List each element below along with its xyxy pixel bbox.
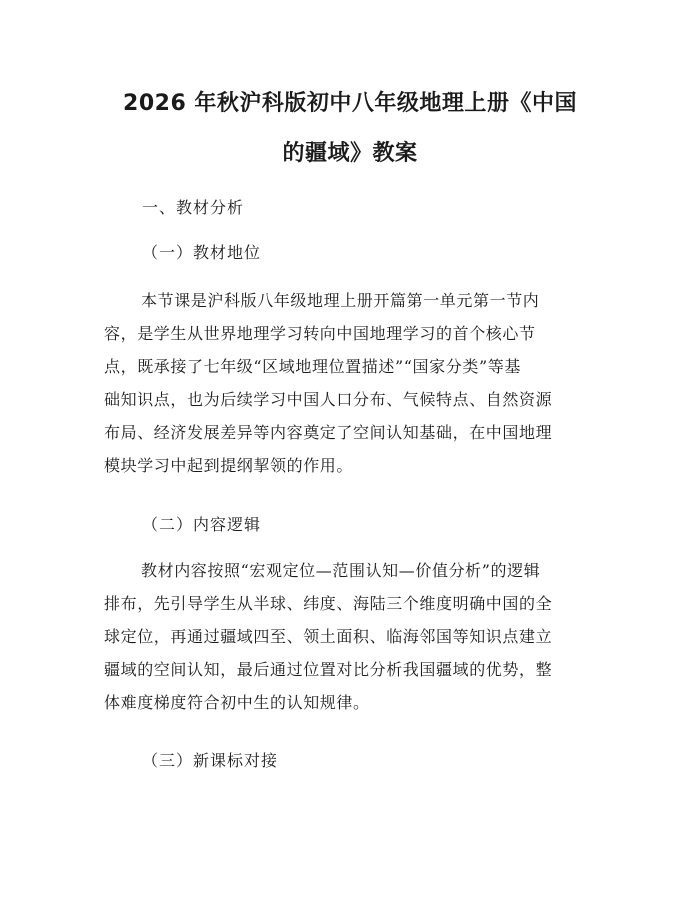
paragraph-line: 球定位，再通过疆域四至、领土面积、临海邻国等知识点建立 [104, 627, 553, 646]
paragraph-line: 排布，先引导学生从半球、纬度、海陆三个维度明确中国的全 [104, 594, 553, 613]
paragraph-line: 布局、经济发展差异等内容奠定了空间认知基础，在中国地理 [104, 423, 553, 442]
section-heading-textbook-analysis: 一、教材分析 [142, 198, 245, 217]
document-title-line-2: 的疆域》教案 [282, 141, 418, 166]
paragraph-line: 教材内容按照“宏观定位—范围认知—价值分析”的逻辑 [141, 561, 541, 580]
paragraph-line: 疆域的空间认知，最后通过位置对比分析我国疆域的优势，整 [104, 660, 553, 679]
paragraph-line: 容，是学生从世界地理学习转向中国地理学习的首个核心节 [104, 324, 536, 343]
paragraph-line: 体难度梯度符合初中生的认知规律。 [104, 693, 370, 712]
paragraph-content-logic [104, 554, 604, 719]
subheading-content-logic: （二）内容逻辑 [142, 515, 262, 534]
document-title-line-1: 2026 年秋沪科版初中八年级地理上册《中国 [123, 91, 577, 116]
paragraph-line: 点，既承接了七年级“区域地理位置描述”“国家分类”等基 [104, 357, 521, 376]
paragraph-line: 本节课是沪科版八年级地理上册开篇第一单元第一节内 [141, 291, 540, 310]
subheading-textbook-position: （一）教材地位 [142, 243, 262, 262]
subheading-new-curriculum: （三）新课标对接 [142, 751, 279, 770]
paragraph-line: 模块学习中起到提纲挈领的作用。 [104, 456, 354, 475]
paragraph-line: 础知识点，也为后续学习中国人口分布、气候特点、自然资源 [104, 390, 553, 409]
paragraph-textbook-position [104, 284, 604, 482]
